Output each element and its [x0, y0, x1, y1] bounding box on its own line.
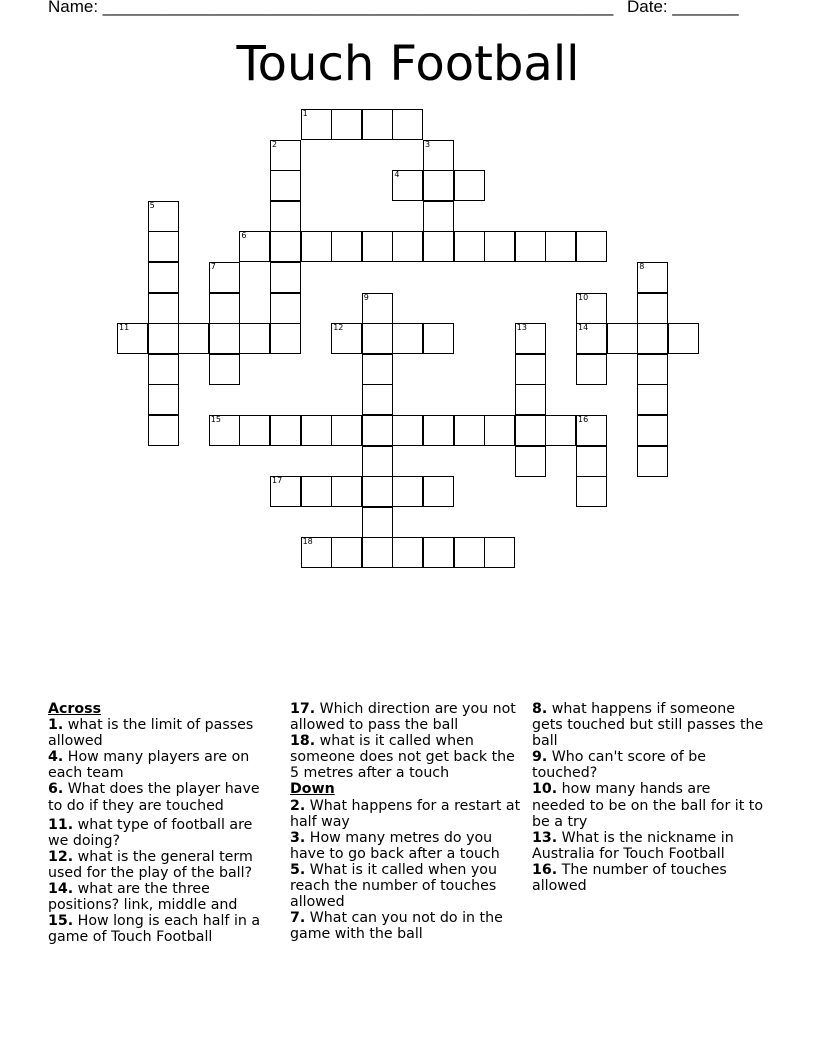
grid-cell[interactable] [515, 354, 546, 385]
grid-cell[interactable] [637, 262, 668, 293]
grid-cell[interactable] [148, 415, 179, 446]
grid-cell[interactable] [148, 262, 179, 293]
grid-cell[interactable] [301, 476, 332, 507]
grid-cell[interactable] [362, 384, 393, 415]
grid-cell[interactable] [454, 537, 485, 568]
grid-cell[interactable] [362, 415, 393, 446]
clue-across-1: 1. what is the limit of passes allowed [48, 717, 254, 750]
cell-number: 17 [272, 476, 283, 486]
grid-cell[interactable] [301, 537, 332, 568]
cell-number: 10 [578, 292, 589, 302]
grid-cell[interactable] [331, 476, 362, 507]
grid-cell[interactable] [423, 140, 454, 171]
grid-cell[interactable] [178, 323, 209, 354]
grid-cell[interactable] [576, 293, 607, 324]
cell-number: 2 [272, 139, 278, 149]
clue-down-3: 3. How many metres do you have to go back after a touch [290, 829, 500, 862]
grid-cell[interactable] [484, 231, 515, 262]
cell-number: 7 [210, 262, 216, 271]
grid-cell[interactable] [239, 323, 270, 354]
grid-cell[interactable] [392, 476, 423, 507]
across-heading: Across [48, 701, 102, 717]
grid-cell[interactable] [270, 323, 301, 354]
clue-across-11: 11. what type of football are we doing? [48, 816, 253, 849]
clue-down-10: 10. how many hands are needed to be on the ball for it to be a try [532, 781, 764, 830]
clue-across-18: 18. what is it called when someone does not get back the 5 metres after a touch [290, 733, 515, 782]
grid-cell[interactable] [301, 231, 332, 262]
clue-across-12: 12. what is the general term used for the play of the ball? [48, 848, 253, 881]
grid-cell[interactable] [239, 415, 270, 446]
grid-cell[interactable] [148, 384, 179, 415]
grid-cell[interactable] [484, 537, 515, 568]
grid-cell[interactable] [331, 323, 362, 354]
grid-cell[interactable] [576, 476, 607, 507]
grid-cell[interactable] [392, 231, 423, 262]
grid-cell[interactable] [148, 293, 179, 324]
clue-down-5: 5. What is it called when you reach the number of touches allowed [290, 861, 497, 911]
page-title: Touch Football [236, 36, 580, 92]
grid-cell[interactable] [668, 323, 699, 354]
grid-cell[interactable] [545, 231, 576, 262]
grid-cell[interactable] [362, 109, 393, 140]
clue-across-6: 6. What does the player have to do if they are touched [48, 781, 260, 814]
cell-number: 5 [149, 200, 155, 210]
grid-cell[interactable] [484, 415, 515, 446]
grid-cell[interactable] [607, 323, 638, 354]
grid-cell[interactable] [117, 323, 148, 354]
grid-cell[interactable] [392, 170, 423, 201]
grid-cell[interactable] [637, 384, 668, 415]
grid-cell[interactable] [301, 109, 332, 140]
cell-number: 18 [302, 537, 313, 547]
clues-column-3 [532, 701, 767, 894]
grid-cell[interactable] [362, 293, 393, 324]
grid-cell[interactable] [392, 109, 423, 140]
grid-cell[interactable] [362, 476, 393, 507]
grid-cell[interactable] [209, 293, 240, 324]
cell-number: 9 [363, 292, 369, 302]
cell-number: 14 [578, 323, 589, 333]
grid-cell[interactable] [515, 323, 546, 354]
grid-cell[interactable] [362, 446, 393, 477]
clue-down-7: 7. What can you not do in the game with the ball [290, 910, 503, 943]
grid-cell[interactable] [515, 415, 546, 446]
grid-cell[interactable] [239, 231, 270, 262]
grid-cell[interactable] [423, 201, 454, 232]
grid-cell[interactable] [209, 354, 240, 385]
grid-cell[interactable] [331, 231, 362, 262]
grid-cell[interactable] [637, 323, 668, 354]
grid-cell[interactable] [576, 415, 607, 446]
cell-number: 1 [302, 109, 308, 118]
cell-number: 13 [516, 323, 527, 333]
grid-cell[interactable] [423, 476, 454, 507]
grid-cell[interactable] [362, 354, 393, 385]
grid-cell[interactable] [423, 323, 454, 354]
grid-cell[interactable] [423, 415, 454, 446]
grid-cell[interactable] [331, 415, 362, 446]
cell-number: 3 [425, 139, 431, 149]
grid-cell[interactable] [392, 537, 423, 568]
name-line: Name: ______________________________________________________ [48, 0, 614, 16]
grid-cell[interactable] [209, 323, 240, 354]
clue-down-9: 9. Who can't score of be touched? [532, 749, 706, 782]
cell-number: 4 [394, 170, 400, 180]
grid-cell[interactable] [270, 262, 301, 293]
grid-cell[interactable] [362, 507, 393, 538]
grid-cell[interactable] [423, 170, 454, 201]
grid-cell[interactable] [362, 231, 393, 262]
grid-cell[interactable] [270, 293, 301, 324]
grid-cell[interactable] [270, 231, 301, 262]
grid-cell[interactable] [576, 354, 607, 385]
clue-across-4: 4. How many players are on each team [48, 749, 250, 782]
grid-cell[interactable] [576, 323, 607, 354]
grid-cell[interactable] [515, 231, 546, 262]
grid-cell[interactable] [637, 293, 668, 324]
grid-cell[interactable] [148, 323, 179, 354]
cell-number: 11 [119, 323, 130, 333]
grid-cell[interactable] [637, 354, 668, 385]
grid-cell[interactable] [515, 446, 546, 477]
grid-cell[interactable] [576, 231, 607, 262]
grid-cell[interactable] [270, 201, 301, 232]
grid-cell[interactable] [270, 170, 301, 201]
grid-cell[interactable] [454, 231, 485, 262]
cell-number: 15 [210, 415, 221, 424]
clue-down-13: 13. What is the nickname in Australia for Touch Football [532, 829, 734, 862]
cell-number: 8 [639, 262, 645, 271]
grid-cell[interactable] [331, 537, 362, 568]
grid-cell[interactable] [270, 476, 301, 507]
clue-across-14: 14. what are the three positions? link, middle and [48, 881, 238, 914]
grid-cell[interactable] [270, 415, 301, 446]
clues-column-2 [290, 701, 522, 942]
grid-cell[interactable] [392, 323, 423, 354]
grid-cell[interactable] [576, 446, 607, 477]
grid-cell[interactable] [270, 140, 301, 171]
cell-number: 16 [578, 415, 589, 424]
down-heading: Down [290, 781, 335, 798]
grid-cell[interactable] [209, 415, 240, 446]
clues-column-1 [48, 701, 276, 945]
clue-across-17: 17. Which direction are you not allowed to pass the ball [290, 701, 516, 734]
cell-number: 12 [333, 323, 344, 333]
cell-number: 6 [241, 231, 247, 241]
grid-cell[interactable] [423, 231, 454, 262]
grid-cell[interactable] [392, 415, 423, 446]
clue-down-2: 2. What happens for a restart at half way [290, 797, 521, 830]
grid-cell[interactable] [454, 415, 485, 446]
clue-across-15: 15. How long is each half in a game of Touch Football [48, 913, 261, 946]
grid-cell[interactable] [209, 262, 240, 293]
grid-cell[interactable] [637, 446, 668, 477]
grid-cell[interactable] [545, 415, 576, 446]
clue-down-16: 16. The number of touches allowed [532, 861, 727, 895]
grid-cell[interactable] [148, 231, 179, 262]
grid-cell[interactable] [362, 323, 393, 354]
grid-cell[interactable] [515, 384, 546, 415]
grid-cell[interactable] [637, 415, 668, 446]
grid-cell[interactable] [148, 354, 179, 385]
grid-cell[interactable] [148, 201, 179, 232]
grid-cell[interactable] [362, 537, 393, 568]
grid-cell[interactable] [331, 109, 362, 140]
clue-down-8: 8. what happens if someone gets touched but still passes the ball [532, 701, 764, 750]
date-line: Date: _______ [627, 0, 739, 16]
grid-cell[interactable] [454, 170, 485, 201]
grid-cell[interactable] [301, 415, 332, 446]
grid-cell[interactable] [423, 537, 454, 568]
